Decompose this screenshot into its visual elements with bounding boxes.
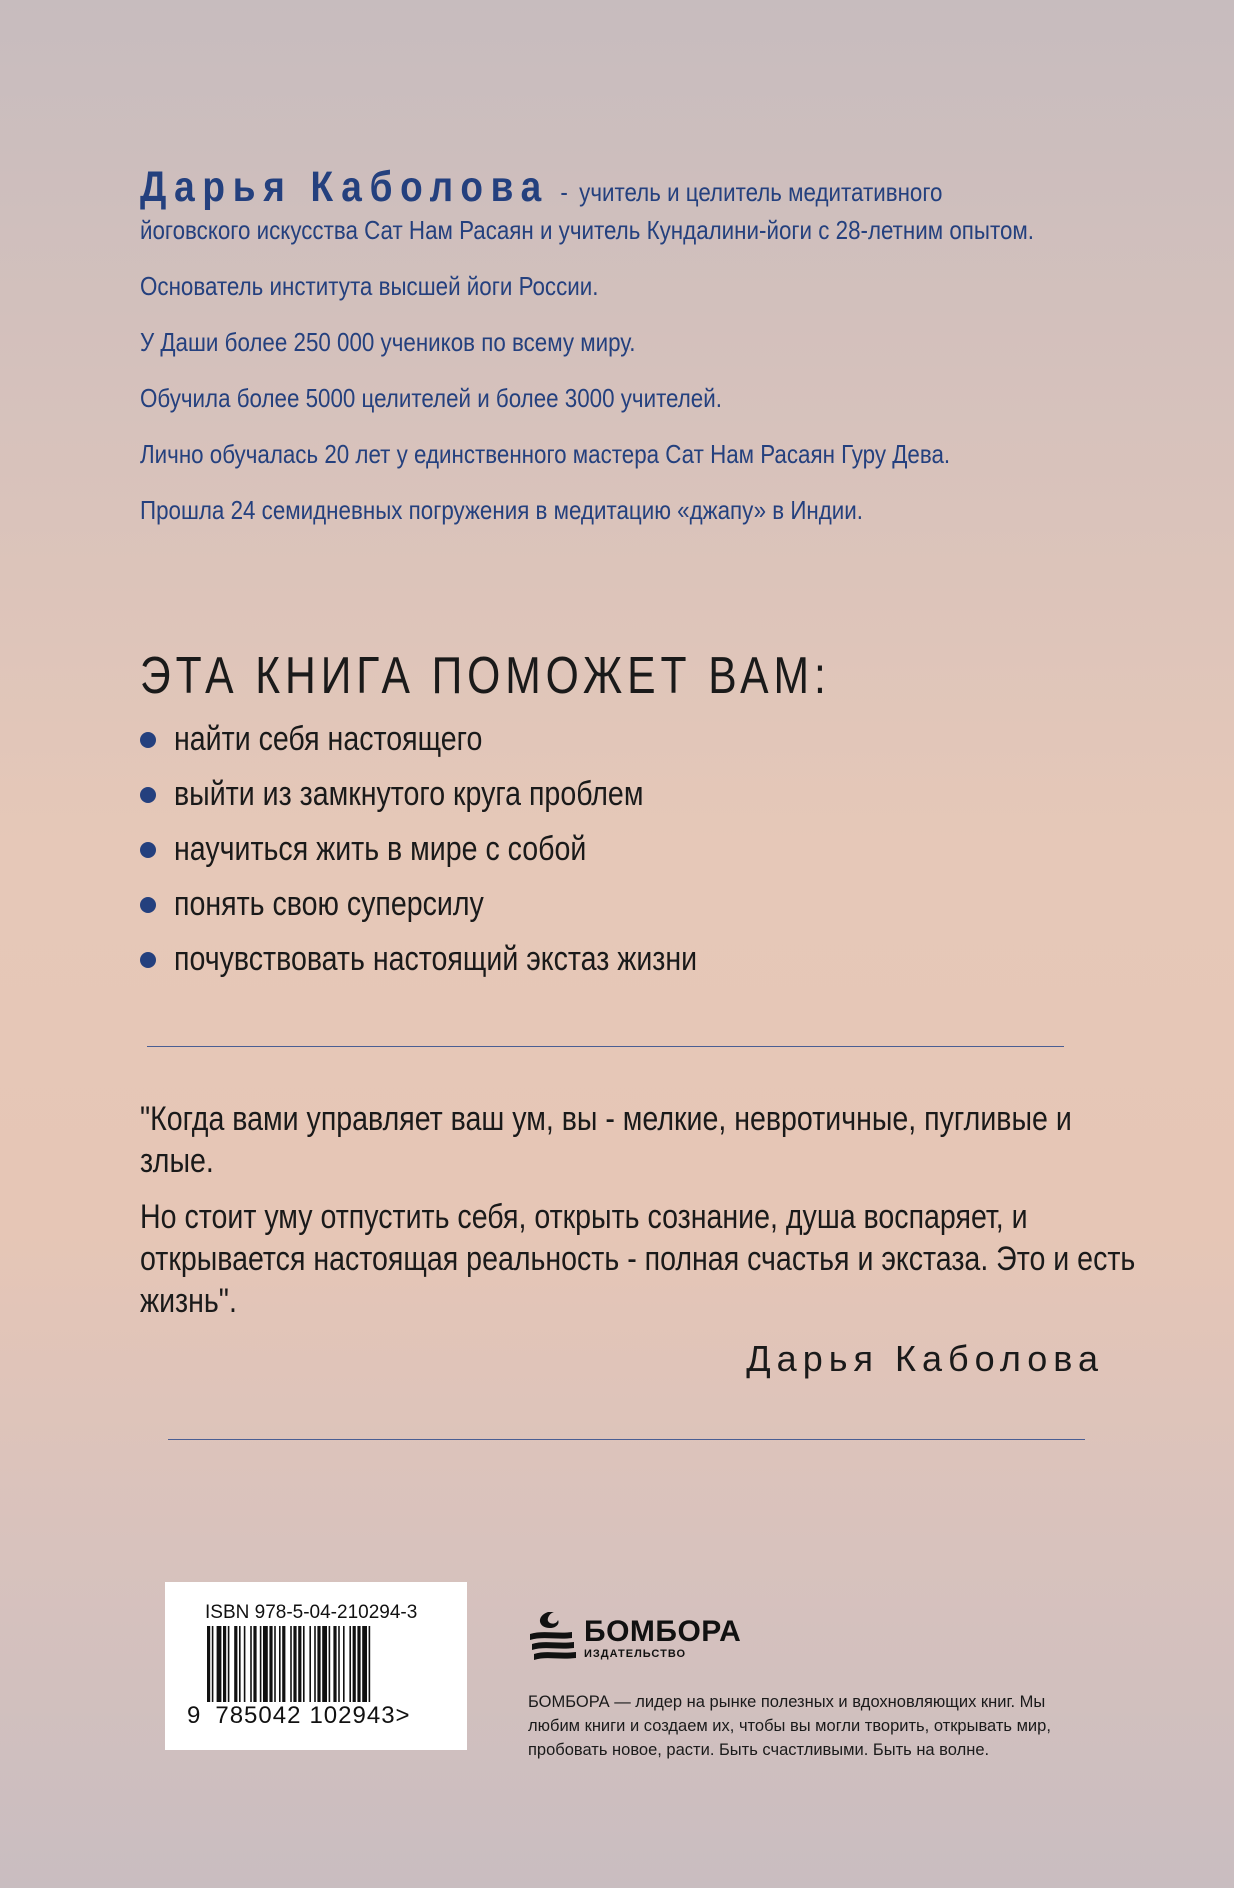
benefit-text: выйти из замкнутого круга проблем	[174, 775, 644, 813]
quote-author: Дарья Каболова	[746, 1338, 1104, 1379]
bio-intro: учитель и целитель медитативного	[579, 177, 943, 207]
publisher-logo	[528, 1610, 1128, 1666]
bio-fact: Лично обучалась 20 лет у единственного мастера Сат Нам Расаян Гуру Дева.	[140, 439, 951, 469]
list-item	[140, 932, 1140, 987]
ean-group-left: 785042	[215, 1702, 302, 1729]
author-quote	[140, 1098, 1148, 1322]
bio-fact: У Даши более 250 000 учеников по всему миру.	[140, 327, 636, 357]
bio-dash: -	[560, 177, 568, 207]
ean-digits	[185, 1702, 413, 1730]
list-item	[140, 822, 1140, 877]
bullet-icon	[140, 952, 156, 968]
bullet-icon	[140, 787, 156, 803]
bombora-wave-icon	[528, 1610, 578, 1666]
divider-top	[147, 1046, 1064, 1047]
quote-paragraph: Но стоит уму отпустить себя, открыть сознание, душа воспаряет, и открывается настоящая реальность - полная счастья и экстаза. Это и есть жизнь".	[140, 1198, 1136, 1320]
barcode	[165, 1582, 467, 1750]
publisher-description: БОМБОРА — лидер на рынке полезных и вдохновляющих книг. Мы любим книги и создаем их, чтобы вы могли творить, открывать мир, пробовать новое, расти. Быть счастливыми. Быть на волне.	[528, 1693, 1051, 1759]
author-name: Дарья Каболова	[140, 163, 549, 211]
bio-first-line	[140, 163, 1129, 249]
benefit-text: понять свою суперсилу	[174, 885, 484, 923]
bullet-icon	[140, 897, 156, 913]
benefits-heading: ЭТА КНИГА ПОМОЖЕТ ВАМ:	[140, 647, 831, 705]
bio-fact: Прошла 24 семидневных погружения в медитацию «джапу» в Индии.	[140, 495, 863, 525]
author-bio	[140, 163, 1130, 529]
publisher-block	[528, 1610, 1128, 1762]
isbn-label: ISBN 978-5-04-210294-3	[205, 1602, 418, 1623]
divider-bottom	[168, 1439, 1085, 1440]
quote-paragraph: "Когда вами управляет ваш ум, вы - мелкие, невротичные, пугливые и злые.	[140, 1100, 1072, 1180]
ean-lead-digit: 9	[187, 1702, 202, 1729]
ean-arrow: >	[395, 1702, 411, 1729]
bullet-icon	[140, 842, 156, 858]
ean-group-right: 102943	[309, 1702, 396, 1729]
list-item	[140, 877, 1140, 932]
benefits-list	[140, 712, 1140, 987]
list-item	[140, 767, 1140, 822]
bullet-icon	[140, 732, 156, 748]
publisher-name: БОМБОРА	[584, 1614, 742, 1648]
benefit-text: научиться жить в мире с собой	[174, 830, 587, 868]
bio-intro-cont: йоговского искусства Сат Нам Расаян и учитель Кундалини-йоги с 28-летним опытом.	[140, 215, 1034, 245]
list-item	[140, 712, 1140, 767]
benefit-text: найти себя настоящего	[174, 720, 483, 758]
publisher-subtitle: ИЗДАТЕЛЬСТВО	[584, 1647, 687, 1660]
benefit-text: почувствовать настоящий экстаз жизни	[174, 940, 698, 978]
bio-fact: Обучила более 5000 целителей и более 3000 учителей.	[140, 383, 722, 413]
bio-fact: Основатель института высшей йоги России.	[140, 271, 599, 301]
